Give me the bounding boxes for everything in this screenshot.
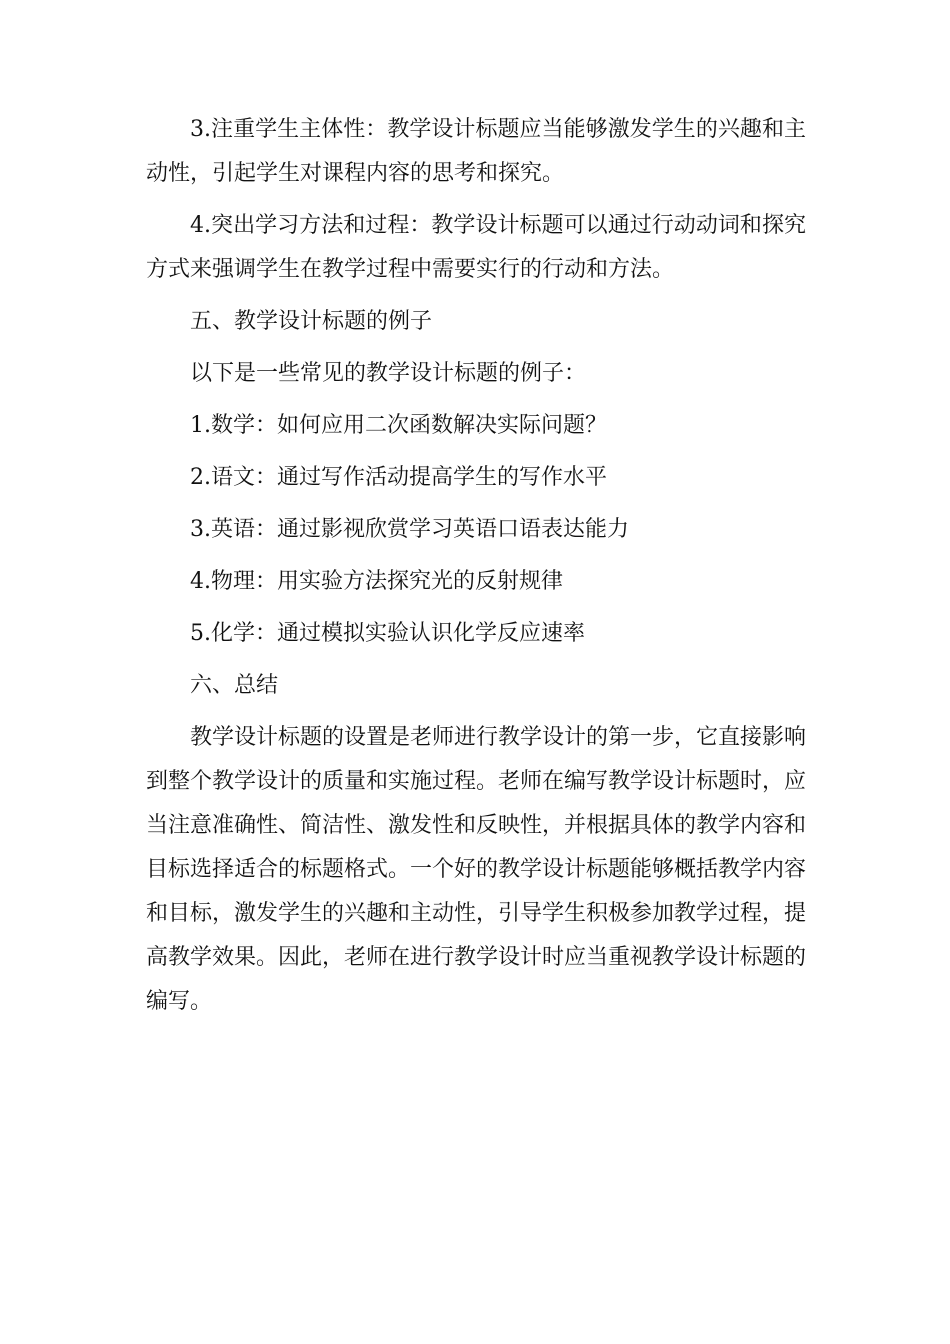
- paragraph-summary: 教学设计标题的设置是老师进行教学设计的第一步，它直接影响到整个教学设计的质量和实施过程。老师在编写教学设计标题时，应当注意准确性、简洁性、激发性和反映性，并根据具体的教学内容和目标选择适合的标题格式。一个好的教学设计标题能够概括教学内容和目标，激发学生的兴趣和主动性，引导学生积极参加教学过程，提高教学效果。因此，老师在进行教学设计时应当重视教学设计标题的编写。: [146, 725, 807, 1014]
- paragraph-learning-methods: 4.突出学习方法和过程：教学设计标题可以通过行动动词和探究方式来强调学生在教学过程中需要实行的行动和方法。: [146, 213, 806, 282]
- section-heading-summary: 六、总结: [190, 673, 279, 698]
- example-item-chemistry: 5.化学：通过模拟实验认识化学反应速率: [190, 621, 585, 646]
- paragraph-student-subjectivity: 3.注重学生主体性：教学设计标题应当能够激发学生的兴趣和主动性，引起学生对课程内容的思考和探究。: [146, 117, 806, 186]
- example-item-physics: 4.物理：用实验方法探究光的反射规律: [190, 569, 563, 594]
- example-item-math: 1.数学：如何应用二次函数解决实际问题？: [190, 413, 607, 438]
- document-body: [146, 108, 806, 1032]
- paragraph-examples-intro: 以下是一些常见的教学设计标题的例子：: [190, 361, 587, 386]
- example-item-english: 3.英语：通过影视欣赏学习英语口语表达能力: [190, 517, 629, 542]
- section-heading-examples: 五、教学设计标题的例子: [190, 309, 433, 334]
- example-item-chinese: 2.语文：通过写作活动提高学生的写作水平: [190, 465, 607, 490]
